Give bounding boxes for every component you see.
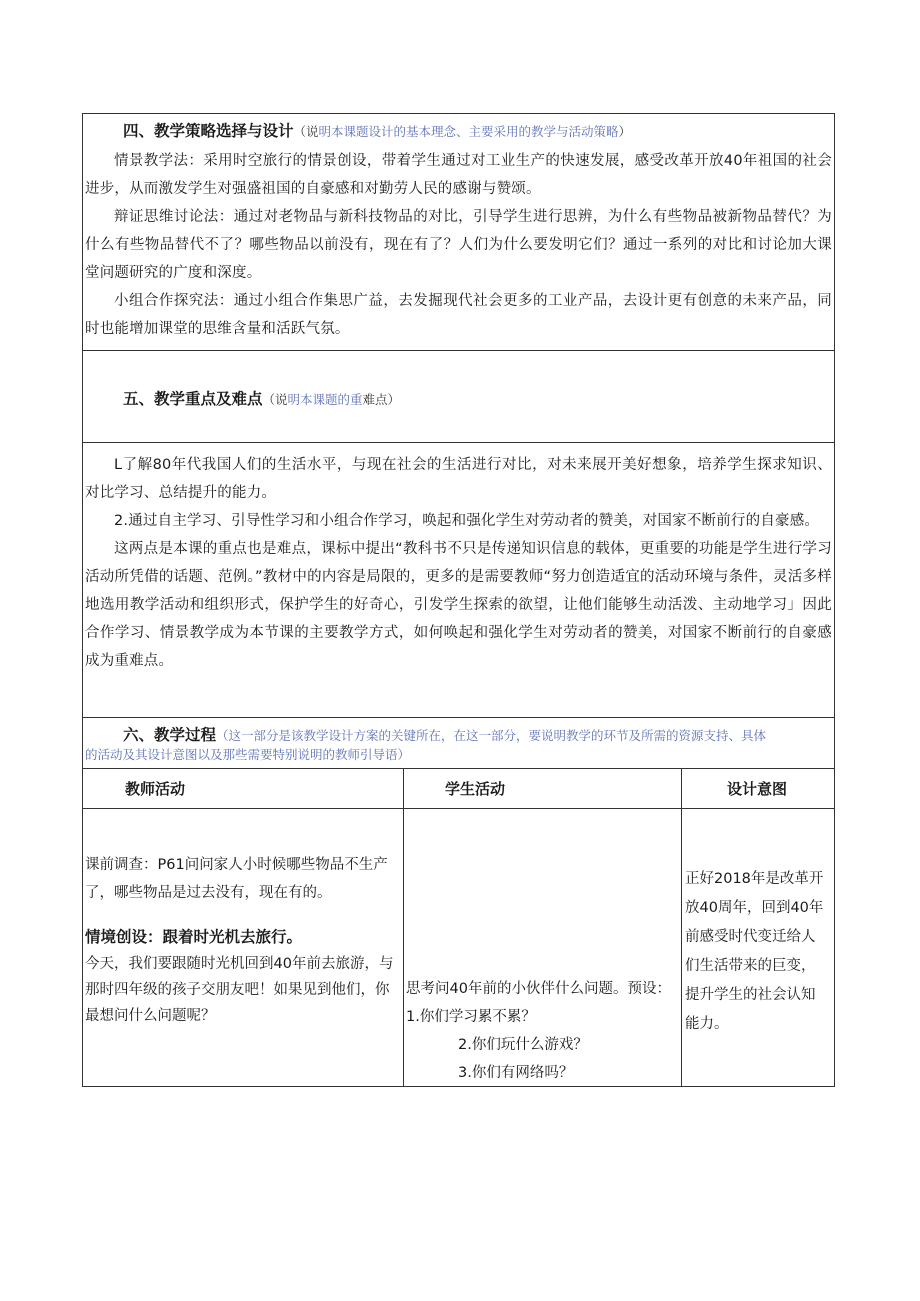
scene-text: 今天，我们要跟随时光机回到40年前去旅游，与那时四年级的孩子交朋友吧！如果见到他们，你最想问什么问题呢？ <box>85 956 394 1024</box>
pre-class-survey: 课前调查：P61问问家人小时候哪些物品不生产了，哪些物品是过去没有，现在有的。 <box>85 857 388 901</box>
preset-question-2: 2.你们玩什么游戏？ <box>458 1037 588 1053</box>
section-note: （这一部分是该教学设计方案的关键所在，在这一部分，要说明教学的环节及所需的资源支持、具体 <box>216 728 767 743</box>
section-note: 明本课题设计的基本理念、主要采用的教学与活动策略 <box>318 124 619 139</box>
design-intent-cell <box>685 865 827 1039</box>
column-header-student: 学生活动 <box>445 780 506 798</box>
paragraph: 这两点是本课的重点也是难点，课标中提出“教科书不只是传递知识信息的载体，更重要的功能是学生进行学习活动所凭借的话题、范例。”教材中的内容是局限的，更多的是需要教师“努力创造适宜的活动环境与条件，灵活多样地选用教学活动和组织形式，保护学生的好奇心，引发学生探索的欲望，让他们能够生动活泼、主动地学习」因此合作学习、情景教学成为本节课的主要教学方式，如何唤起和强化学生对劳动者的赞美，对国家不断前行的自豪感成为重难点。 <box>85 541 832 669</box>
section-teaching-strategy <box>82 113 835 351</box>
section-title: 五、教学重点及难点 <box>123 390 263 408</box>
paragraph: 情景教学法：采用时空旅行的情景创设，带着学生通过对工业生产的快速发展，感受改革开放40年祖国的社会进步，从而激发学生对强盛祖国的自豪感和对勤劳人民的感谢与赞颂。 <box>85 153 832 197</box>
section-title: 六、教学过程 <box>123 726 217 744</box>
section-heading <box>123 387 400 409</box>
section-note-prefix: （说 <box>262 392 288 407</box>
student-activity-cell <box>406 975 678 1087</box>
process-table <box>82 768 835 1087</box>
column-header-intent: 设计意图 <box>727 780 788 798</box>
section-note-prefix: （说 <box>293 124 319 139</box>
section-heading <box>123 723 766 745</box>
student-prompt: 思考问40年前的小伙伴什么问题。预设：1.你们学习累不累？ <box>406 981 671 1025</box>
paragraph: 2.通过自主学习、引导性学习和小组合作学习，唤起和强化学生对劳动者的赞美，对国家不断前行的自豪感。 <box>114 513 820 529</box>
scene-title: 情境创设：跟着时光机去旅行。 <box>85 928 303 946</box>
paragraph: L了解80年代我国人们的生活水平，与现在社会的生活进行对比，对未来展开美好想象，培养学生探求知识、对比学习、总结提升的能力。 <box>85 457 832 501</box>
section-key-points-body <box>82 442 835 718</box>
column-divider <box>681 769 682 1086</box>
section-note: 明本课题的重 <box>287 392 363 407</box>
section-key-points-heading <box>82 350 835 443</box>
section-teaching-process-heading <box>82 717 835 769</box>
teacher-activity-cell <box>85 851 401 1029</box>
section-body <box>85 451 832 675</box>
design-intent-text: 正好2018年是改革开放40周年，回到40年前感受时代变迁给人们生活带来的巨变，提升学生的社会认知能力。 <box>685 871 824 1032</box>
section-note-continued: 的活动及其设计意图以及那些需要特别说明的教师引导语） <box>85 747 411 762</box>
section-body <box>85 147 832 343</box>
paragraph: 辩证思维讨论法：通过对老物品与新科技物品的对比，引导学生进行思辨，为什么有些物品被新物品替代？为什么有些物品替代不了？哪些物品以前没有，现在有了？人们为什么要发明它们？通过一系列的对比和讨论加大课堂问题研究的广度和深度。 <box>85 209 832 281</box>
column-divider <box>403 769 404 1086</box>
column-header-teacher: 教师活动 <box>125 780 186 798</box>
section-note-suffix: 难点） <box>362 392 401 407</box>
header-divider <box>83 808 834 809</box>
preset-question-3: 3.你们有网络吗？ <box>458 1065 574 1081</box>
paragraph: 小组合作探究法：通过小组合作集思广益，去发掘现代社会更多的工业产品，去设计更有创意的未来产品，同时也能增加课堂的思维含量和活跃气氛。 <box>85 293 832 337</box>
section-note-suffix: ） <box>618 124 632 139</box>
section-heading <box>123 119 631 141</box>
section-title: 四、教学策略选择与设计 <box>123 122 294 140</box>
